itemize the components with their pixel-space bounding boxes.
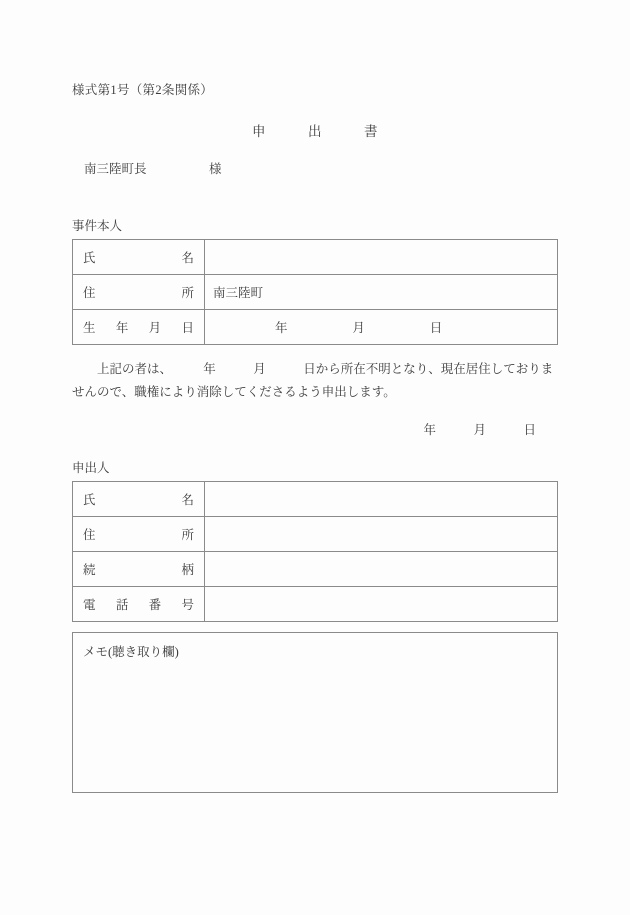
applicant-name-field[interactable] <box>205 482 558 517</box>
applicant-address-field[interactable] <box>205 517 558 552</box>
table-row <box>73 482 558 517</box>
applicant-table <box>72 481 558 622</box>
subject-section-label: 事件本人 <box>72 219 123 233</box>
table-row <box>73 310 558 345</box>
form-code: 様式第1号（第2条関係） <box>72 83 214 97</box>
applicant-relationship-label: 続 柄 <box>73 552 205 587</box>
subject-birthdate-field[interactable]: 年 月 日 <box>205 310 558 345</box>
subject-address-field[interactable]: 南三陸町 <box>205 275 558 310</box>
submission-date-line[interactable]: 年 月 日 <box>423 423 536 437</box>
page-title: 申 出 書 <box>252 124 378 139</box>
table-row <box>73 552 558 587</box>
applicant-phone-label: 電 話 番 号 <box>73 587 205 622</box>
subject-address-label: 住 所 <box>73 275 205 310</box>
subject-name-label: 氏 名 <box>73 240 205 275</box>
memo-label: メモ(聴き取り欄) <box>83 645 179 659</box>
table-row <box>73 275 558 310</box>
table-row <box>73 587 558 622</box>
subject-name-field[interactable] <box>205 240 558 275</box>
table-row <box>73 517 558 552</box>
applicant-name-label: 氏 名 <box>73 482 205 517</box>
memo-box[interactable] <box>72 632 558 793</box>
applicant-phone-field[interactable] <box>205 587 558 622</box>
table-row <box>73 240 558 275</box>
applicant-relationship-field[interactable] <box>205 552 558 587</box>
subject-table <box>72 239 558 345</box>
applicant-address-label: 住 所 <box>73 517 205 552</box>
addressee-line: 南三陸町長 様 <box>84 162 222 176</box>
statement-paragraph: 上記の者は、 年 月 日から所在不明となり、現在居住しておりませんので、職権により消除してくださるよう申出します。 <box>72 362 554 400</box>
subject-birthdate-label: 生 年 月 日 <box>73 310 205 345</box>
applicant-section-label: 申出人 <box>72 461 110 475</box>
